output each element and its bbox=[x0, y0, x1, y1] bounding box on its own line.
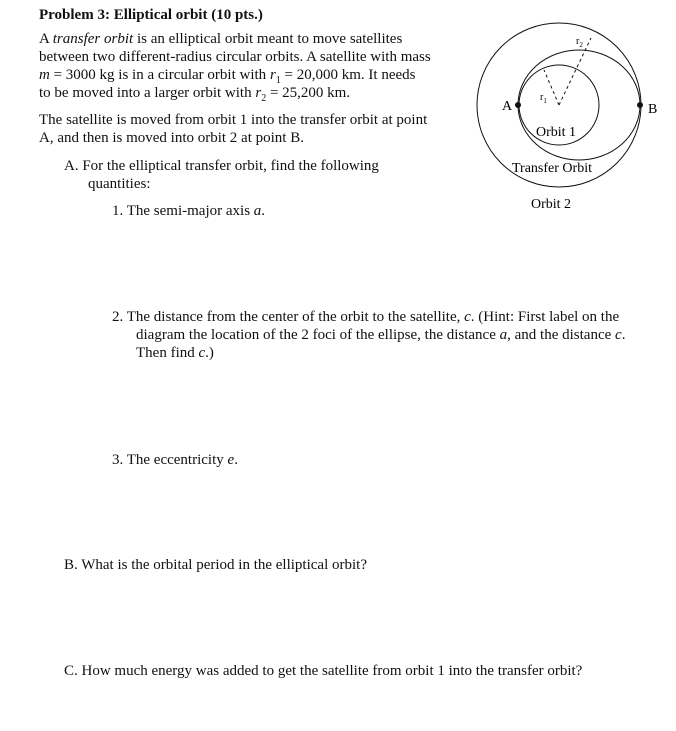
r1-sub: 1 bbox=[543, 97, 547, 105]
point-a-dot bbox=[515, 102, 521, 108]
para2-line-1: The satellite is moved from orbit 1 into the transfer orbit at point bbox=[39, 112, 428, 128]
problem-title: Problem 3: Elliptical orbit (10 pts.) bbox=[39, 7, 263, 23]
label-orbit-1: Orbit 1 bbox=[536, 125, 577, 140]
r2-sub: 2 bbox=[579, 41, 583, 49]
intro-text: = 25,200 km. bbox=[266, 85, 351, 101]
r1-subscript: 1 bbox=[275, 75, 281, 86]
c-symbol: c bbox=[615, 327, 622, 343]
label-b: B bbox=[648, 102, 658, 117]
question-1 bbox=[112, 202, 265, 220]
question-text: . bbox=[261, 203, 266, 219]
part-a-line-1: A. For the elliptical transfer orbit, find the following bbox=[64, 158, 379, 174]
question-text: .) bbox=[205, 345, 214, 361]
orbit-diagram bbox=[460, 20, 676, 220]
question-text: 1. The semi-major axis bbox=[112, 203, 254, 219]
label-orbit-2: Orbit 2 bbox=[531, 197, 572, 212]
c-symbol: c bbox=[198, 345, 206, 361]
e-symbol: e bbox=[227, 452, 235, 468]
intro-text: = 20,000 km. It needs bbox=[280, 67, 416, 83]
transfer-orbit-ellipse bbox=[518, 50, 640, 160]
intro-text: = 3000 kg is in a circular orbit with bbox=[49, 67, 270, 83]
r1-letter: r bbox=[540, 92, 544, 103]
point-b-dot bbox=[637, 102, 643, 108]
a-symbol: a bbox=[499, 327, 508, 343]
label-a: A bbox=[502, 99, 513, 114]
intro-line-4 bbox=[39, 84, 350, 108]
question-text: . (Hint: First label on the bbox=[470, 309, 620, 325]
part-b: B. What is the orbital period in the elliptical orbit? bbox=[64, 557, 367, 573]
intro-line-2: between two different-radius circular orbits. A satellite with mass bbox=[39, 49, 431, 65]
r2-radius-line bbox=[559, 38, 591, 105]
intro-text: is an elliptical orbit meant to move satellites bbox=[133, 31, 403, 47]
intro-text: A bbox=[39, 31, 53, 47]
para2-line-2: A, and then is moved into orbit 2 at point B. bbox=[39, 130, 304, 146]
label-r2 bbox=[576, 36, 583, 49]
a-symbol: a bbox=[253, 203, 262, 219]
r2-subscript: 2 bbox=[261, 93, 267, 104]
question-text: diagram the location of the 2 foci of the ellipse, the distance bbox=[136, 327, 500, 343]
transfer-orbit-term: transfer orbit bbox=[52, 31, 134, 47]
label-transfer-orbit: Transfer Orbit bbox=[512, 161, 592, 176]
question-3 bbox=[112, 451, 238, 469]
part-a-line-2: quantities: bbox=[88, 176, 151, 192]
intro-text: to be moved into a larger orbit with bbox=[39, 85, 256, 101]
question-text: Then find bbox=[136, 345, 199, 361]
intro-line-1 bbox=[39, 30, 402, 48]
question-text: , and the distance bbox=[507, 327, 616, 343]
question-2-line-2 bbox=[136, 326, 625, 344]
question-2-line-1 bbox=[112, 308, 619, 326]
question-text: . bbox=[234, 452, 238, 468]
c-symbol: c bbox=[464, 309, 471, 325]
question-2-line-3 bbox=[136, 344, 214, 362]
r2-letter: r bbox=[576, 36, 580, 47]
question-text: 2. The distance from the center of the orbit to the satellite, bbox=[112, 309, 465, 325]
label-r1 bbox=[540, 92, 547, 105]
r2-symbol: r bbox=[255, 85, 262, 101]
part-c: C. How much energy was added to get the satellite from orbit 1 into the transfer orbit? bbox=[64, 663, 583, 679]
question-text: 3. The eccentricity bbox=[112, 452, 228, 468]
r1-symbol: r bbox=[269, 67, 276, 83]
question-text: . bbox=[621, 327, 626, 343]
mass-symbol: m bbox=[39, 67, 50, 83]
